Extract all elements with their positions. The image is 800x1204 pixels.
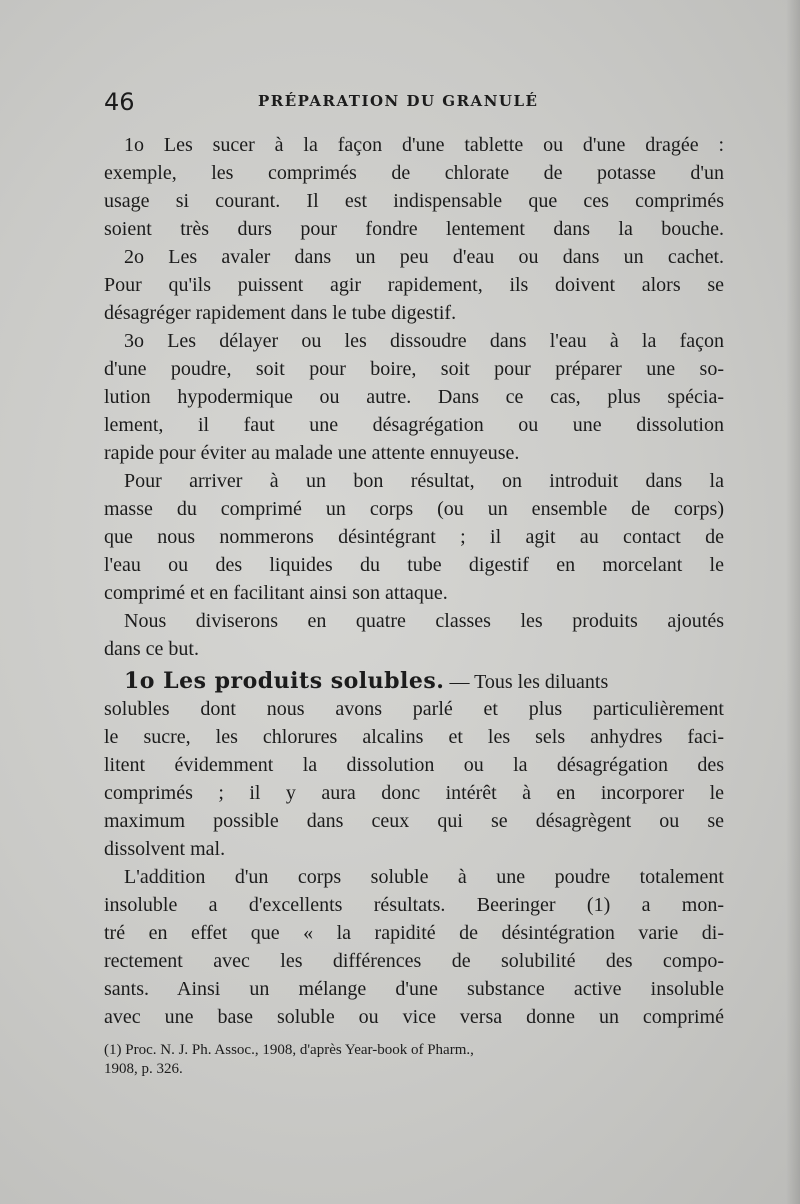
text-line: litent évidemment la dissolution ou la désagrégation des bbox=[104, 754, 724, 776]
text-line: rapide pour éviter au malade une attente ennuyeuse. bbox=[104, 442, 520, 464]
footnote-line: 1908, p. 326. bbox=[104, 1061, 183, 1077]
page-edge-shadow bbox=[786, 0, 800, 1204]
text-line: lement, il faut une désagrégation ou une dissolution bbox=[104, 414, 724, 436]
text-line: dans ce but. bbox=[104, 638, 199, 660]
text-line: usage si courant. Il est indispensable que ces comprimés bbox=[104, 190, 724, 212]
section-heading: 1o Les produits solubles. bbox=[124, 668, 445, 694]
text-line: dissolvent mal. bbox=[104, 838, 226, 860]
text-line: masse du comprimé un corps (ou un ensemble de corps) bbox=[104, 498, 724, 520]
text-line: maximum possible dans ceux qui se désagrègent ou se bbox=[104, 810, 724, 832]
text-line: d'une poudre, soit pour boire, soit pour préparer une so- bbox=[104, 358, 724, 380]
text-line: exemple, les comprimés de chlorate de potasse d'un bbox=[104, 162, 724, 184]
text-line: comprimé et en facilitant ainsi son attaque. bbox=[104, 582, 448, 604]
text-line: avec une base soluble ou vice versa donne un comprimé bbox=[104, 1006, 724, 1028]
text-line: que nous nommerons désintégrant ; il agit au contact de bbox=[104, 526, 724, 548]
text-line: solubles dont nous avons parlé et plus particulièrement bbox=[104, 698, 724, 720]
text-line: 1o Les sucer à la façon d'une tablette ou d'une dragée : bbox=[124, 134, 724, 156]
footnote-line: (1) Proc. N. J. Ph. Assoc., 1908, d'après Year-book of Pharm., bbox=[104, 1042, 474, 1058]
text-line: 3o Les délayer ou les dissoudre dans l'eau à la façon bbox=[124, 330, 724, 352]
text-line: comprimés ; il y aura donc intérêt à en incorporer le bbox=[104, 782, 724, 804]
text-line: Nous diviserons en quatre classes les produits ajoutés bbox=[124, 610, 724, 632]
text-line: insoluble a d'excellents résultats. Beeringer (1) a mon- bbox=[104, 894, 724, 916]
running-head: PRÉPARATION DU GRANULÉ bbox=[258, 92, 539, 110]
text-line: le sucre, les chlorures alcalins et les sels anhydres faci- bbox=[104, 726, 724, 748]
section-heading-continuation: — Tous les diluants bbox=[444, 671, 609, 693]
text-line: soient très durs pour fondre lentement dans la bouche. bbox=[104, 218, 724, 240]
page-number: 46 bbox=[104, 88, 135, 116]
section-heading-line bbox=[104, 666, 724, 696]
page-header bbox=[104, 88, 724, 120]
text-line: sants. Ainsi un mélange d'une substance active insoluble bbox=[104, 978, 724, 1000]
text-line: Pour qu'ils puissent agir rapidement, ils doivent alors se bbox=[104, 274, 724, 296]
text-line: lution hypodermique ou autre. Dans ce cas, plus spécia- bbox=[104, 386, 724, 408]
text-line: 2o Les avaler dans un peu d'eau ou dans un cachet. bbox=[124, 246, 724, 268]
text-line: désagréger rapidement dans le tube digestif. bbox=[104, 302, 457, 324]
text-line: L'addition d'un corps soluble à une poudre totalement bbox=[124, 866, 724, 888]
text-line: rectement avec les différences de solubilité des compo- bbox=[104, 950, 724, 972]
text-line: l'eau ou des liquides du tube digestif en morcelant le bbox=[104, 554, 724, 576]
text-line: tré en effet que « la rapidité de désintégration varie di- bbox=[104, 922, 724, 944]
text-line: Pour arriver à un bon résultat, on introduit dans la bbox=[124, 470, 724, 492]
